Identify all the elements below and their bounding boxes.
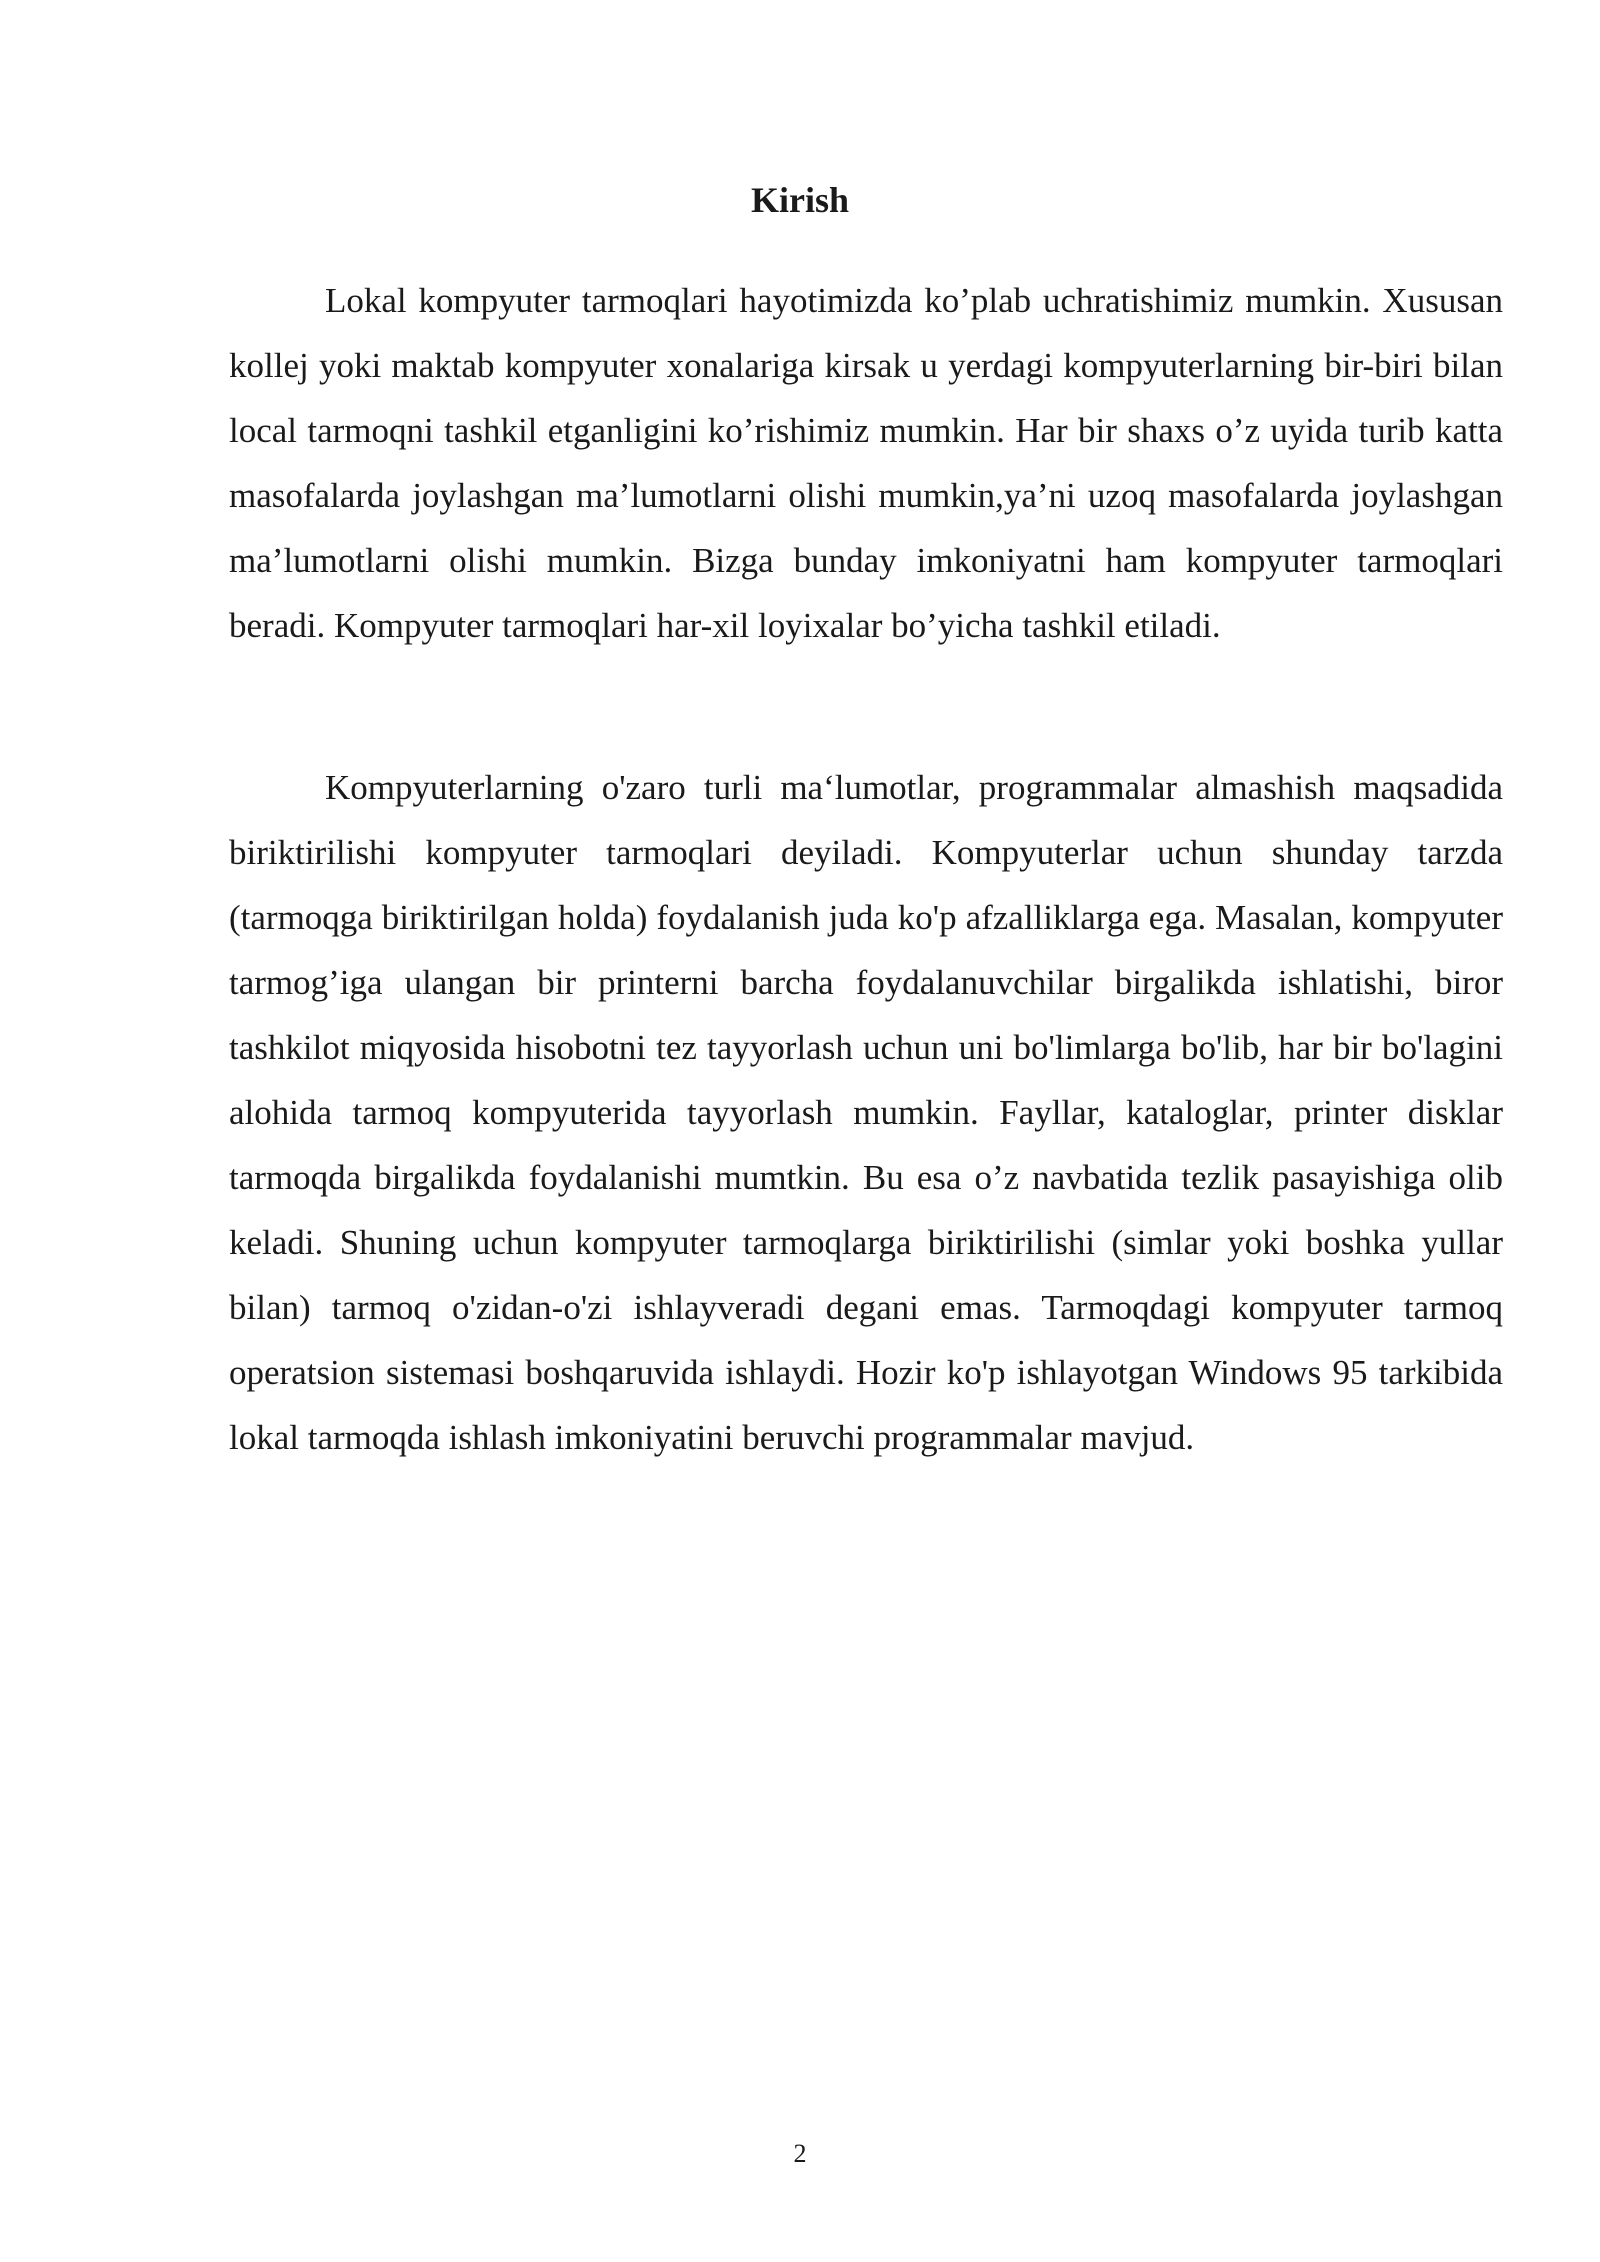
page-number: 2 xyxy=(793,2139,807,2168)
paragraph-definition: Kompyuterlarning o'zaro turli ma‘lumotlar, programmalar almashish maqsadida biriktirilishi kompyuter tarmoqlari deyiladi. Kompyuterlar uchun shunday tarzda (tarmoqga biriktirilgan holda) foydalanish juda ko'p afzalliklarga ega. Masalan, kompyuter tarmog’iga ulangan bir printerni barcha foydalanuvchilar birgalikda ishlatishi, biror tashkilot miqyosida hisobotni tez tayyorlash uchun uni bo'limlarga bo'lib, har bir bo'lagini alohida tarmoq kompyuterida tayyorlash mumkin. Fayllar, kataloglar, printer disklar tarmoqda birgalikda foydalanishi mumtkin. Bu esa o’z navbatida tezlik pasayishiga olib keladi. Shuning uchun kompyuter tarmoqlarga biriktirilishi (simlar yoki boshka yullar bilan) tarmoq o'zidan-o'zi ishlayveradi degani emas. Tarmoqdagi kompyuter tarmoq operatsion sistemasi boshqaruvida ishlaydi. Hozir ko'p ishlayotgan Windows 95 tarkibida lokal tarmoqda ishlash imkoniyatini beruvchi programmalar mavjud. xyxy=(229,768,1503,1457)
paragraph-intro: Lokal kompyuter tarmoqlari hayotimizda ko’plab uchratishimiz mumkin. Xususan kollej yoki maktab kompyuter xonalariga kirsak u yerdagi kompyuterlarning bir-biri bilan local tarmoqni tashkil etganligini ko’rishimiz mumkin. Har bir shaxs o’z uyida turib katta masofalarda joylashgan ma’lumotlarni olishi mumkin,ya’ni uzoq masofalarda joylashgan ma’lumotlarni olishi mumkin. Bizga bunday imkoniyatni ham kompyuter tarmoqlari beradi. Kompyuter tarmoqlari har-xil loyixalar bo’yicha tashkil etiladi. xyxy=(229,281,1503,645)
page-title: Kirish xyxy=(750,180,849,220)
